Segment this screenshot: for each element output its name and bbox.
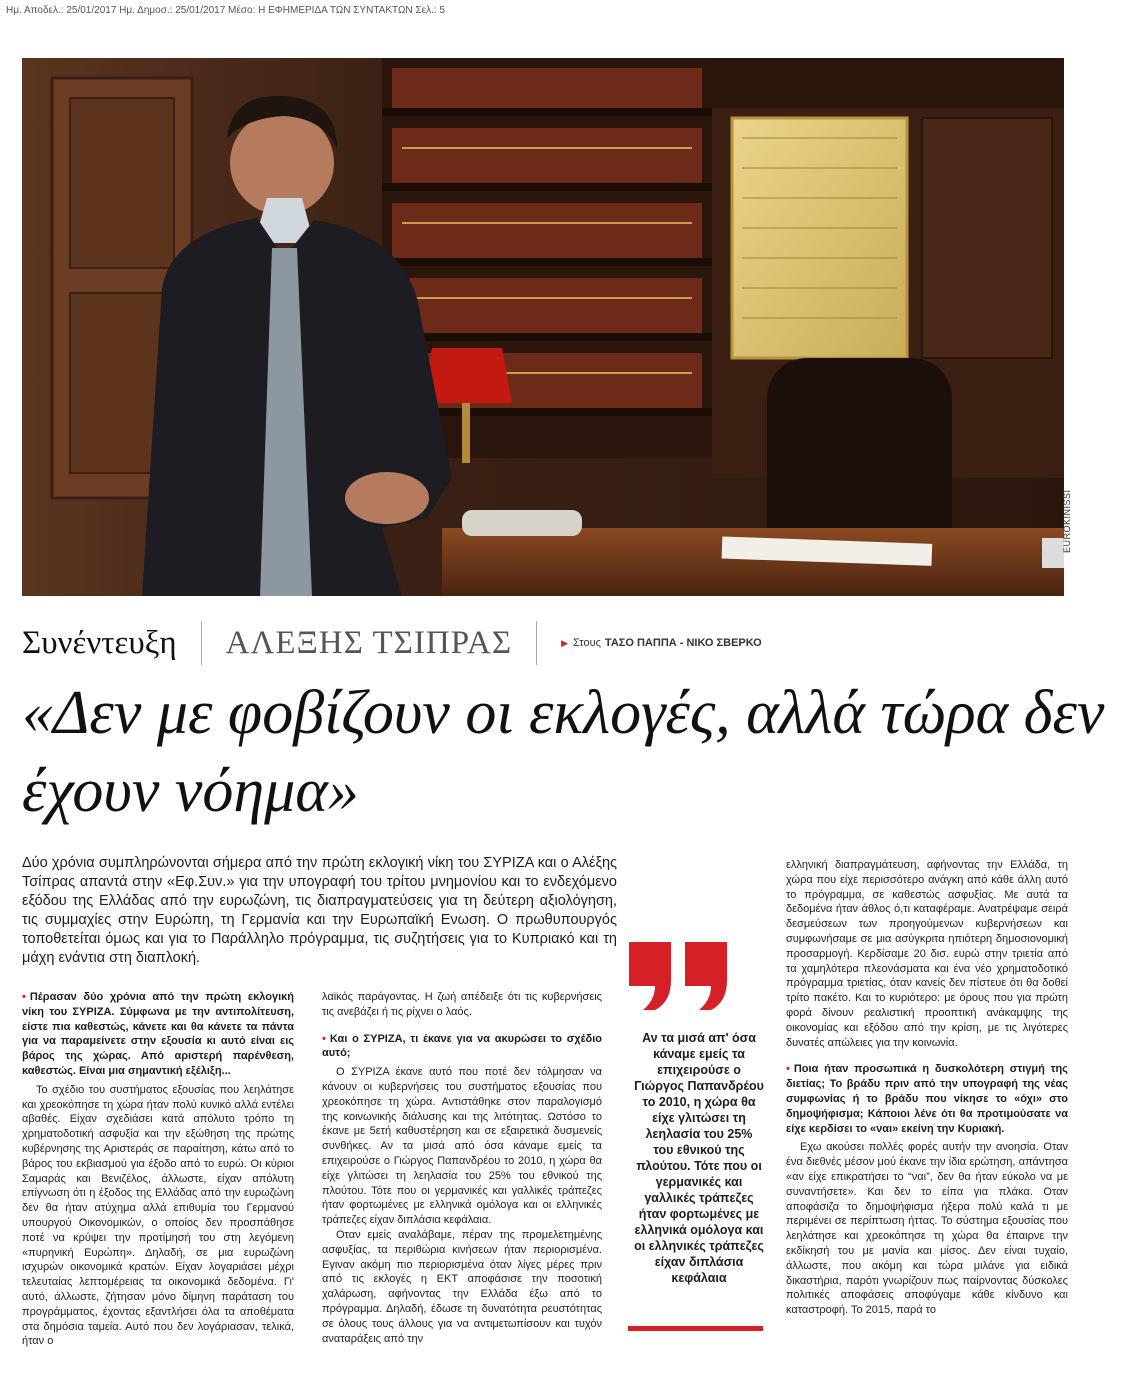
pullquote-text: Αν τα μισά απ' όσα κάναμε εμείς τα επιχειρούσε ο Γιώργος Παπανδρέου το 2010, η χώρα θα είχε γλιτώσει τη λεηλασία του 25% του εθνικού της πλούτου. Τότε που οι γερμανικές και γαλλικές τράπεζες ήταν φορτωμένες με ελληνικά ομόλογα και οι ελληνικές τράπεζες είχαν διπλάσια κεφάλαια — [634, 1031, 764, 1285]
interviewee-name: ΑΛΕΞΗΣ ΤΣΙΠΡΑΣ — [225, 624, 513, 661]
interview-question: • Πέρασαν δύο χρόνια από την πρώτη εκλογική νίκη του ΣΥΡΙΖΑ. Σύμφωνα με την αντιπολίτευση, είστε πια καθεστώς, κάνετε και θα κάνετε τα πάντα για να παραμείνετε στην εξουσία κι αυτό είναι εις βάρος της χώρας. Από αριστερή παρένθεση, καθεστώς. Είναι μια σημαντική εξέλιξη... — [22, 991, 294, 1077]
office-photo-illustration — [22, 58, 1064, 596]
article-column-3 — [786, 858, 1068, 1368]
section-label: Συνέντευξη — [22, 624, 177, 661]
pullquote-mark-icon — [625, 940, 735, 1017]
headline: «Δεν με φοβίζουν οι εκλογές, αλλά τώρα δεν έχουν νόημα» — [22, 679, 1105, 825]
kicker-bar — [22, 618, 762, 668]
interview-answer: Οταν εμείς αναλάβαμε, πέραν της προμελετημένης ασφυξίας, τα περιθώρια κινήσεων ήταν περιορισμένα. Εγιναν ακόμη πιο περιορισμένα όταν λίγες μέρες πριν από τις εκλογές η ΕΚΤ αποφάσισε την ποσοτική χαλάρωση, αφήνοντας την Ελλάδα έξω από το πρόγραμμα. Δηλαδή, έδωσε τη δυνατότητα ρευστότητας σε όλους τους άλλους για να αντιμετωπίσουν και τυχόν αναταράξεις από την — [322, 1228, 602, 1345]
byline-prefix: Στους — [573, 637, 601, 649]
byline-authors: ΤΑΣΟ ΠΑΠΠΑ - ΝΙΚΟ ΣΒΕΡΚΟ — [604, 637, 762, 649]
interview-answer-continued: λαϊκός παράγοντας. Η ζωή απέδειξε ότι τις κυβερνήσεις τις ανεβάζει ή τις ρίχνει ο λαός. — [322, 991, 602, 1018]
interview-question: • Ποια ήταν προσωπικά η δυσκολότερη στιγμή της διετίας; Το βράδυ πριν από την υπογραφή της νέας συμφωνίας ή το βράδυ που νίκησε το «όχι» στο δημοψήφισμα; Κάποιοι λένε ότι θα προτιμούσατε να είχε κερδίσει το «ναι» εκείνη την Κυριακή. — [786, 1063, 1068, 1135]
interview-question: • Και ο ΣΥΡΙΖΑ, τι έκανε για να ακυρώσει το σχέδιο αυτό; — [322, 1032, 602, 1060]
bullet-icon: • — [22, 991, 26, 1003]
interview-answer: Εχω ακούσει πολλές φορές αυτήν την ανοησία. Οταν ένα διεθνές μέσον μού έκανε την ίδια ερώτηση, απάντησα «αν είχε επικρατήσει το “ναι”, δεν θα ήταν εύκολο να με συναντήσετε». Και δεν το είπα για πλάκα. Οταν αποφάσιζα το δημοψήφισμα ήξερα πολύ καλά τι με περιμένει σε περίπτωση ήττας. Το σύστημα εξουσίας που λεηλάτησε και χρεοκόπησε τη χώρα θα έπαιρνε την εκδίκησή του με μανία και μίσος. Δεν είναι τυχαίο, άλλωστε, που ακόμη και τώρα μιλάνε για ειδικά δικαστήρια, παρότι γνωρίζουν πως παίρνοντας δύσκολες πολιτικές αποφάσεις αποφύγαμε κάθε κίνδυνο και καταστροφή. Το 2015, παρά το — [786, 1141, 1068, 1317]
bullet-icon: • — [786, 1063, 790, 1076]
kicker-divider — [536, 621, 537, 665]
bullet-icon: • — [322, 1032, 326, 1045]
lead-paragraph: Δύο χρόνια συμπληρώνονται σήμερα από την πρώτη εκλογική νίκη του ΣΥΡΙΖΑ και ο Αλέξης Τσίπρας απαντά στην «Εφ.Συν.» για την υπογραφή του τρίτου μνημονίου και το ενδεχόμενο εξόδου της Ελλάδας από την ευρωζώνη, τις διαπραγματεύσεις για τη δεύτερη αξιολόγηση, τις συμμαχίες στην Ευρώπη, τη Γερμανία και την Ευρωπαϊκή Ενωση. Ο πρωθυπουργός τοποθετείται όμως και για το Παράλληλο πρόγραμμα, τις συζητήσεις για το Κυπριακό και τη μάχη ενάντια στη διαπλοκή. — [22, 855, 617, 966]
interview-answer-continued: ελληνική διαπραγμάτευση, αφήνοντας την Ελλάδα, τη χώρα που είχε περισσότερο ανάγκη από κάθε άλλη αυτό το πρόγραμμα, σε καθεστώς ασφυξίας. Με αυτά τα δεδομένα ήταν άθλος ό,τι καταφέραμε. Ανατρέψαμε σειρά δεσμεύσεων των προηγούμενων κυβερνήσεων και συμφωνήσαμε σε μια ασύγκριτα ηπιότερη δημοσιονομική προσαρμογή. Κερδίσαμε 20 δισ. ευρώ στην τριετία από τα χαμηλότερα πλεονάσματα και ένα νέο χρηματοδοτικό πρόγραμμα τριετίας, όταν κανείς δεν πίστευε ότι θα δοθεί τρίτο πακέτο. Και το κυριότερο: με όρους που για πρώτη φορά δίνουν ρεαλιστική προοπτική ανάκαμψης της οικονομίας και εξόδου από την κρίση, με τις λιγότερες δυνατές απώλειες για την κοινωνία. — [786, 859, 1068, 1049]
pullquote-rule — [628, 1326, 763, 1331]
byline — [561, 637, 762, 649]
article-photo — [22, 58, 1064, 596]
article-column-1 — [22, 990, 294, 1368]
interview-answer: Το σχέδιο του συστήματος εξουσίας που λεηλάτησε και χρεοκόπησε τη χώρα ήταν πολύ κυνικό αλλά εντέλει αβαθές. Είχαν σχεδιάσει κατά απόλυτο τρόπο τη χρηματοδοτική ασφυξία και την εξώθηση της πρώτης κυβέρνησης της Αριστεράς σε παραίτηση, κάτω από το βάρος του εκβιασμού για έξοδο από το ευρώ. Οι κύριοι Σαμαράς και Βενιζέλος, άλλωστε, είχαν απόλυτη επίγνωση ότι η έξοδος της Ελλάδας από την ευρωζώνη δεν θα ήταν ατύχημα αλλά επιθυμία του Γερμανού υπουργού Οικονομικών, ο οποίος δεν προσπάθησε ποτέ να κρύψει την προτίμησή του στη λεγόμενη «πυρηνική Ευρώπη». Δηλαδή, σε μια ευρωζώνη ισχυρών οικονομικά κρατών. Είχαν λογαριάσει μέχρι τελευταίας λεπτομέρειας τα οικονομικά δεδομένα. Γι' αυτό, άλλωστε, ζήτησαν μόνο δίμηνη παράταση του προγράμματος, έχοντας εξαντλήσει όλα τα αποθέματα στα δημόσια ταμεία. Αυτό που δεν λογάριασαν, τελικά, ήταν ο — [22, 1083, 294, 1348]
photo-credit: EUROKINISSI — [1062, 489, 1072, 553]
article-column-2 — [322, 990, 602, 1368]
kicker-divider — [201, 621, 202, 665]
clipping-meta: Ημ. Αποδελ.: 25/01/2017 Ημ. Δημοσ.: 25/01/2017 Μέσο: Η ΕΦΗΜΕΡΙΔΑ ΤΩΝ ΣΥΝΤΑΚΤΩΝ Σελ.: 5 — [6, 5, 445, 16]
byline-arrow-icon: ▶ — [561, 637, 569, 648]
interview-answer: Ο ΣΥΡΙΖΑ έκανε αυτό που ποτέ δεν τόλμησαν να κάνουν οι κυβερνήσεις του συστήματος εξουσίας που χρεοκόπησε τη χώρα. Αντιστάθηκε στον παραλογισμό της κοινωνικής διάλυσης και της λιτότητας. Ωστόσο το έκανε με 5ετή καθυστέρηση και σε εξαιρετικά δυσμενείς συνθήκες. Αν τα μισά από όσα κάναμε εμείς τα επιχειρούσε ο Γιώργος Παπανδρέου το 2010, η χώρα θα είχε γλιτώσει τη λεηλασία του 25% του εθνικού της πλούτου. Τότε που οι γερμανικές και γαλλικές τράπεζες ήταν φορτωμένες με ελληνικά ομόλογα και οι ελληνικές τράπεζες είχαν διπλάσια κεφάλαια. — [322, 1066, 602, 1227]
